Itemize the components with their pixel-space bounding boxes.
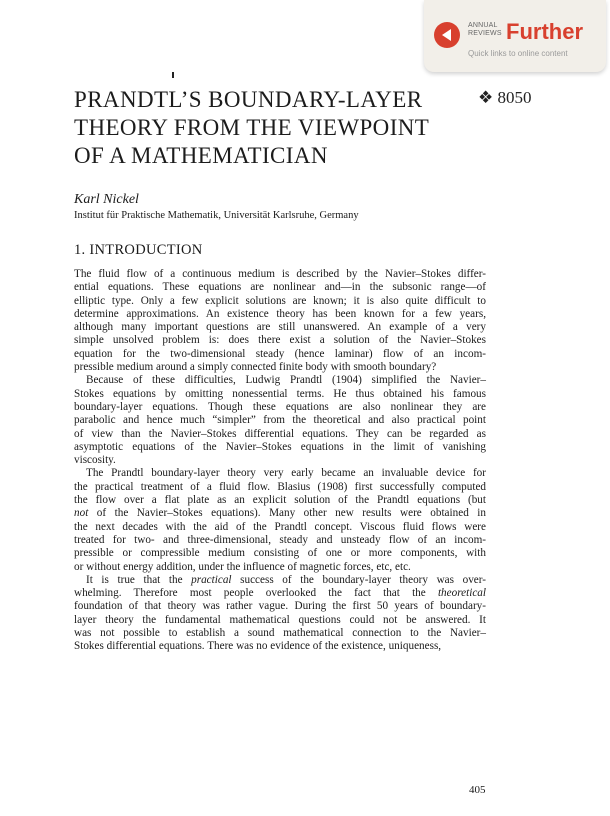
- text-run: of view than the Navier–Stokes differential equations. They can be regarded as: [74, 427, 486, 440]
- emphasis: practical: [191, 573, 232, 586]
- section-heading: 1. INTRODUCTION: [74, 242, 203, 258]
- text-line: [74, 321, 486, 334]
- text-line: [74, 627, 486, 640]
- text-line: [74, 268, 486, 281]
- text-run: ential equations. These equations are nonlinear and—in the subsonic range—of: [74, 281, 486, 294]
- text-run: layer theory the fundamental mathematical questions could not be answered. It: [74, 613, 486, 626]
- text-run: The fluid flow of a continuous medium is described by the Navier–Stokes differ-: [74, 268, 486, 280]
- text-line: [74, 334, 486, 347]
- further-arrow-icon: [434, 22, 460, 48]
- page-number: 405: [469, 784, 486, 796]
- further-badge[interactable]: [424, 0, 606, 72]
- text-line: [74, 534, 486, 547]
- author-affiliation: Institut für Praktische Mathematik, Universität Karlsruhe, Germany: [74, 210, 359, 221]
- emphasis: theoretical: [437, 587, 486, 600]
- text-run: It is true that the: [86, 573, 192, 586]
- text-line: [74, 295, 486, 308]
- text-run: parabolic and hence much “simpler” from the theoretical and also practical point: [74, 414, 486, 427]
- text-line: [74, 521, 486, 534]
- text-run: equation for the two-dimensional steady (hence laminar) flow of an incom-: [74, 347, 486, 360]
- text-line: [74, 561, 486, 574]
- text-line: [74, 614, 486, 627]
- text-line: [74, 547, 486, 560]
- text-line: [74, 454, 486, 467]
- text-run: whelming. Therefore most people overlooked the fact that the: [74, 587, 438, 600]
- annual-reviews-label: ANNUAL REVIEWS: [468, 22, 502, 37]
- title-mark: [172, 72, 174, 78]
- text-run: viscosity.: [74, 454, 116, 467]
- text-line: [74, 587, 486, 600]
- text-run: foundation of that theory was rather vague. During the first 50 years of boundary-: [74, 600, 486, 613]
- text-run: The Prandtl boundary-layer theory very early became an invaluable device for: [86, 467, 486, 480]
- text-run: pressible or compressible medium consisting of one or more components, with: [74, 547, 486, 560]
- further-subtitle: Quick links to online content: [468, 49, 568, 58]
- text-run: boundary-layer equations. Though these equations are also nonlinear they are: [74, 400, 486, 413]
- author-name: Karl Nickel: [74, 192, 139, 207]
- title-line: THEORY FROM THE VIEWPOINT: [74, 115, 430, 140]
- paper-title: [74, 86, 454, 170]
- text-run: the practical treatment of a fluid flow. Blasius (1908) first successfully computed: [74, 480, 486, 493]
- text-run: success of the boundary-layer theory was over-: [231, 573, 486, 586]
- text-run: Stokes differential equations. There was no evidence of the existence, uniqueness,: [74, 640, 442, 653]
- text-run: although many important questions are still unanswered. An example of a very: [74, 321, 486, 334]
- text-line: [74, 308, 486, 321]
- title-line: OF A MATHEMATICIAN: [74, 143, 328, 168]
- text-run: was not possible to establish a sound mathematical connection to the Navier–: [74, 627, 486, 640]
- text-line: [74, 494, 486, 507]
- text-line: [74, 414, 486, 427]
- text-run: of the Navier–Stokes equations). Many other new results were obtained in: [88, 507, 486, 520]
- text-line: [74, 467, 486, 480]
- text-run: pressible medium around a simply connected finite body with smooth boundary?: [74, 361, 437, 374]
- further-label: Further: [506, 19, 583, 44]
- text-line: [74, 507, 486, 520]
- text-run: the next decades with the aid of the Prandtl concept. Viscous fluid flows were: [74, 520, 486, 533]
- text-line: [74, 481, 486, 494]
- text-run: or without energy addition, under the influence of magnetic forces, etc, etc.: [74, 560, 411, 573]
- text-line: [74, 348, 486, 361]
- text-run: asymptotic equations of the Navier–Stokes equations in the limit of vanishing: [74, 440, 486, 453]
- title-line: PRANDTL’S BOUNDARY-LAYER: [74, 87, 423, 112]
- text-line: [74, 600, 486, 613]
- text-line: [74, 374, 486, 387]
- text-run: treated for two- and three-dimensional, steady and unsteady flow of an incom-: [74, 533, 486, 546]
- text-line: [74, 441, 486, 454]
- article-number: ❖ 8050: [478, 88, 532, 107]
- text-line: [74, 640, 486, 653]
- text-run: the flow over a flat plate as an explicit solution of the Prandtl equations (but: [74, 494, 486, 507]
- text-line: [74, 388, 486, 401]
- emphasis: not: [74, 507, 89, 520]
- text-run: determine approximations. An existence theory has been known for a few years,: [74, 307, 486, 320]
- text-line: [74, 574, 486, 587]
- text-line: [74, 401, 486, 414]
- text-run: Stokes equations by omitting nonessential terms. He thus obtained his famous: [74, 387, 486, 400]
- text-run: elliptic type. Only a few explicit solutions are known; it is also quite difficult to: [74, 294, 486, 307]
- text-run: simple unsolved problem is: does there exist a solution of the Navier–Stokes: [74, 334, 486, 347]
- text-run: Because of these difficulties, Ludwig Prandtl (1904) simplified the Navier–: [86, 374, 486, 387]
- body-text: [74, 268, 486, 654]
- text-line: [74, 428, 486, 441]
- text-line: [74, 361, 486, 374]
- text-line: [74, 281, 486, 294]
